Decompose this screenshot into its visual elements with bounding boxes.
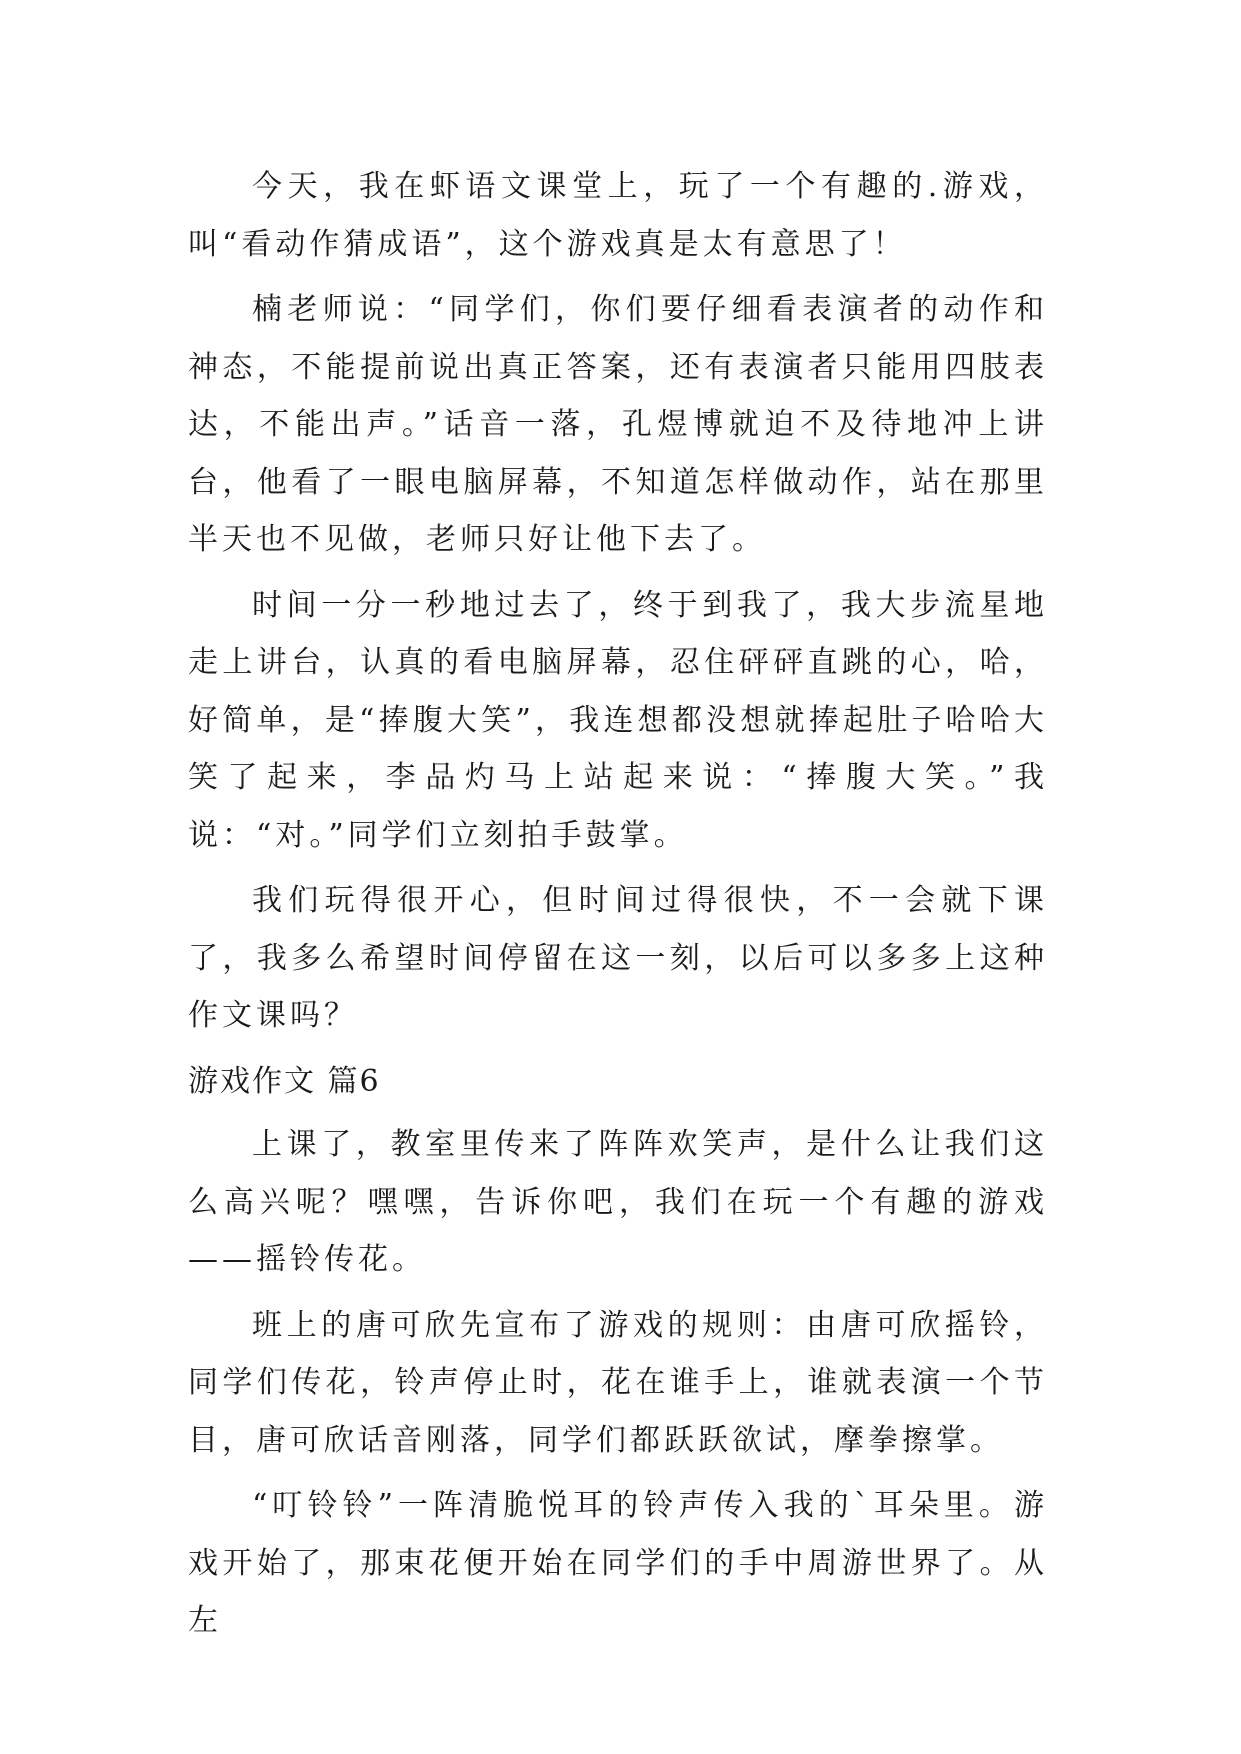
paragraph-7: “叮铃铃”一阵清脆悦耳的铃声传入我的`耳朵里。游戏开始了，那束花便开始在同学们的手中周游世界了。从左 [188,1488,1048,1638]
paragraph-6: 班上的唐可欣先宣布了游戏的规则：由唐可欣摇铃，同学们传花，铃声停止时，花在谁手上，谁就表演一个节目，唐可欣话音刚落，同学们都跃跃欲试，摩拳擦掌。 [188,1307,1048,1458]
document-body [188,158,1048,1658]
paragraph-1: 今天，我在虾语文课堂上，玩了一个有趣的.游戏，叫“看动作猜成语”，这个游戏真是太有意思了！ [188,169,1048,262]
paragraph-5: 上课了，教室里传来了阵阵欢笑声，是什么让我们这么高兴呢？嘿嘿，告诉你吧，我们在玩一个有趣的游戏——摇铃传花。 [188,1127,1048,1277]
paragraph-3: 时间一分一秒地过去了，终于到我了，我大步流星地走上讲台，认真的看电脑屏幕，忍住砰砰直跳的心，哈，好简单，是“捧腹大笑”，我连想都没想就捧起肚子哈哈大笑了起来，李品灼马上站起来说：“捧腹大笑。”我说：“对。”同学们立刻拍手鼓掌。 [188,587,1048,853]
paragraph-4: 我们玩得很开心，但时间过得很快，不一会就下课了，我多么希望时间停留在这一刻，以后可以多多上这种作文课吗？ [188,883,1048,1033]
section-heading: 游戏作文 篇6 [188,1063,381,1099]
paragraph-2: 楠老师说：“同学们，你们要仔细看表演者的动作和神态，不能提前说出真正答案，还有表演者只能用四肢表达，不能出声。”话音一落，孔煜博就迫不及待地冲上讲台，他看了一眼电脑屏幕，不知道怎样做动作，站在那里半天也不见做，老师只好让他下去了。 [188,292,1048,557]
